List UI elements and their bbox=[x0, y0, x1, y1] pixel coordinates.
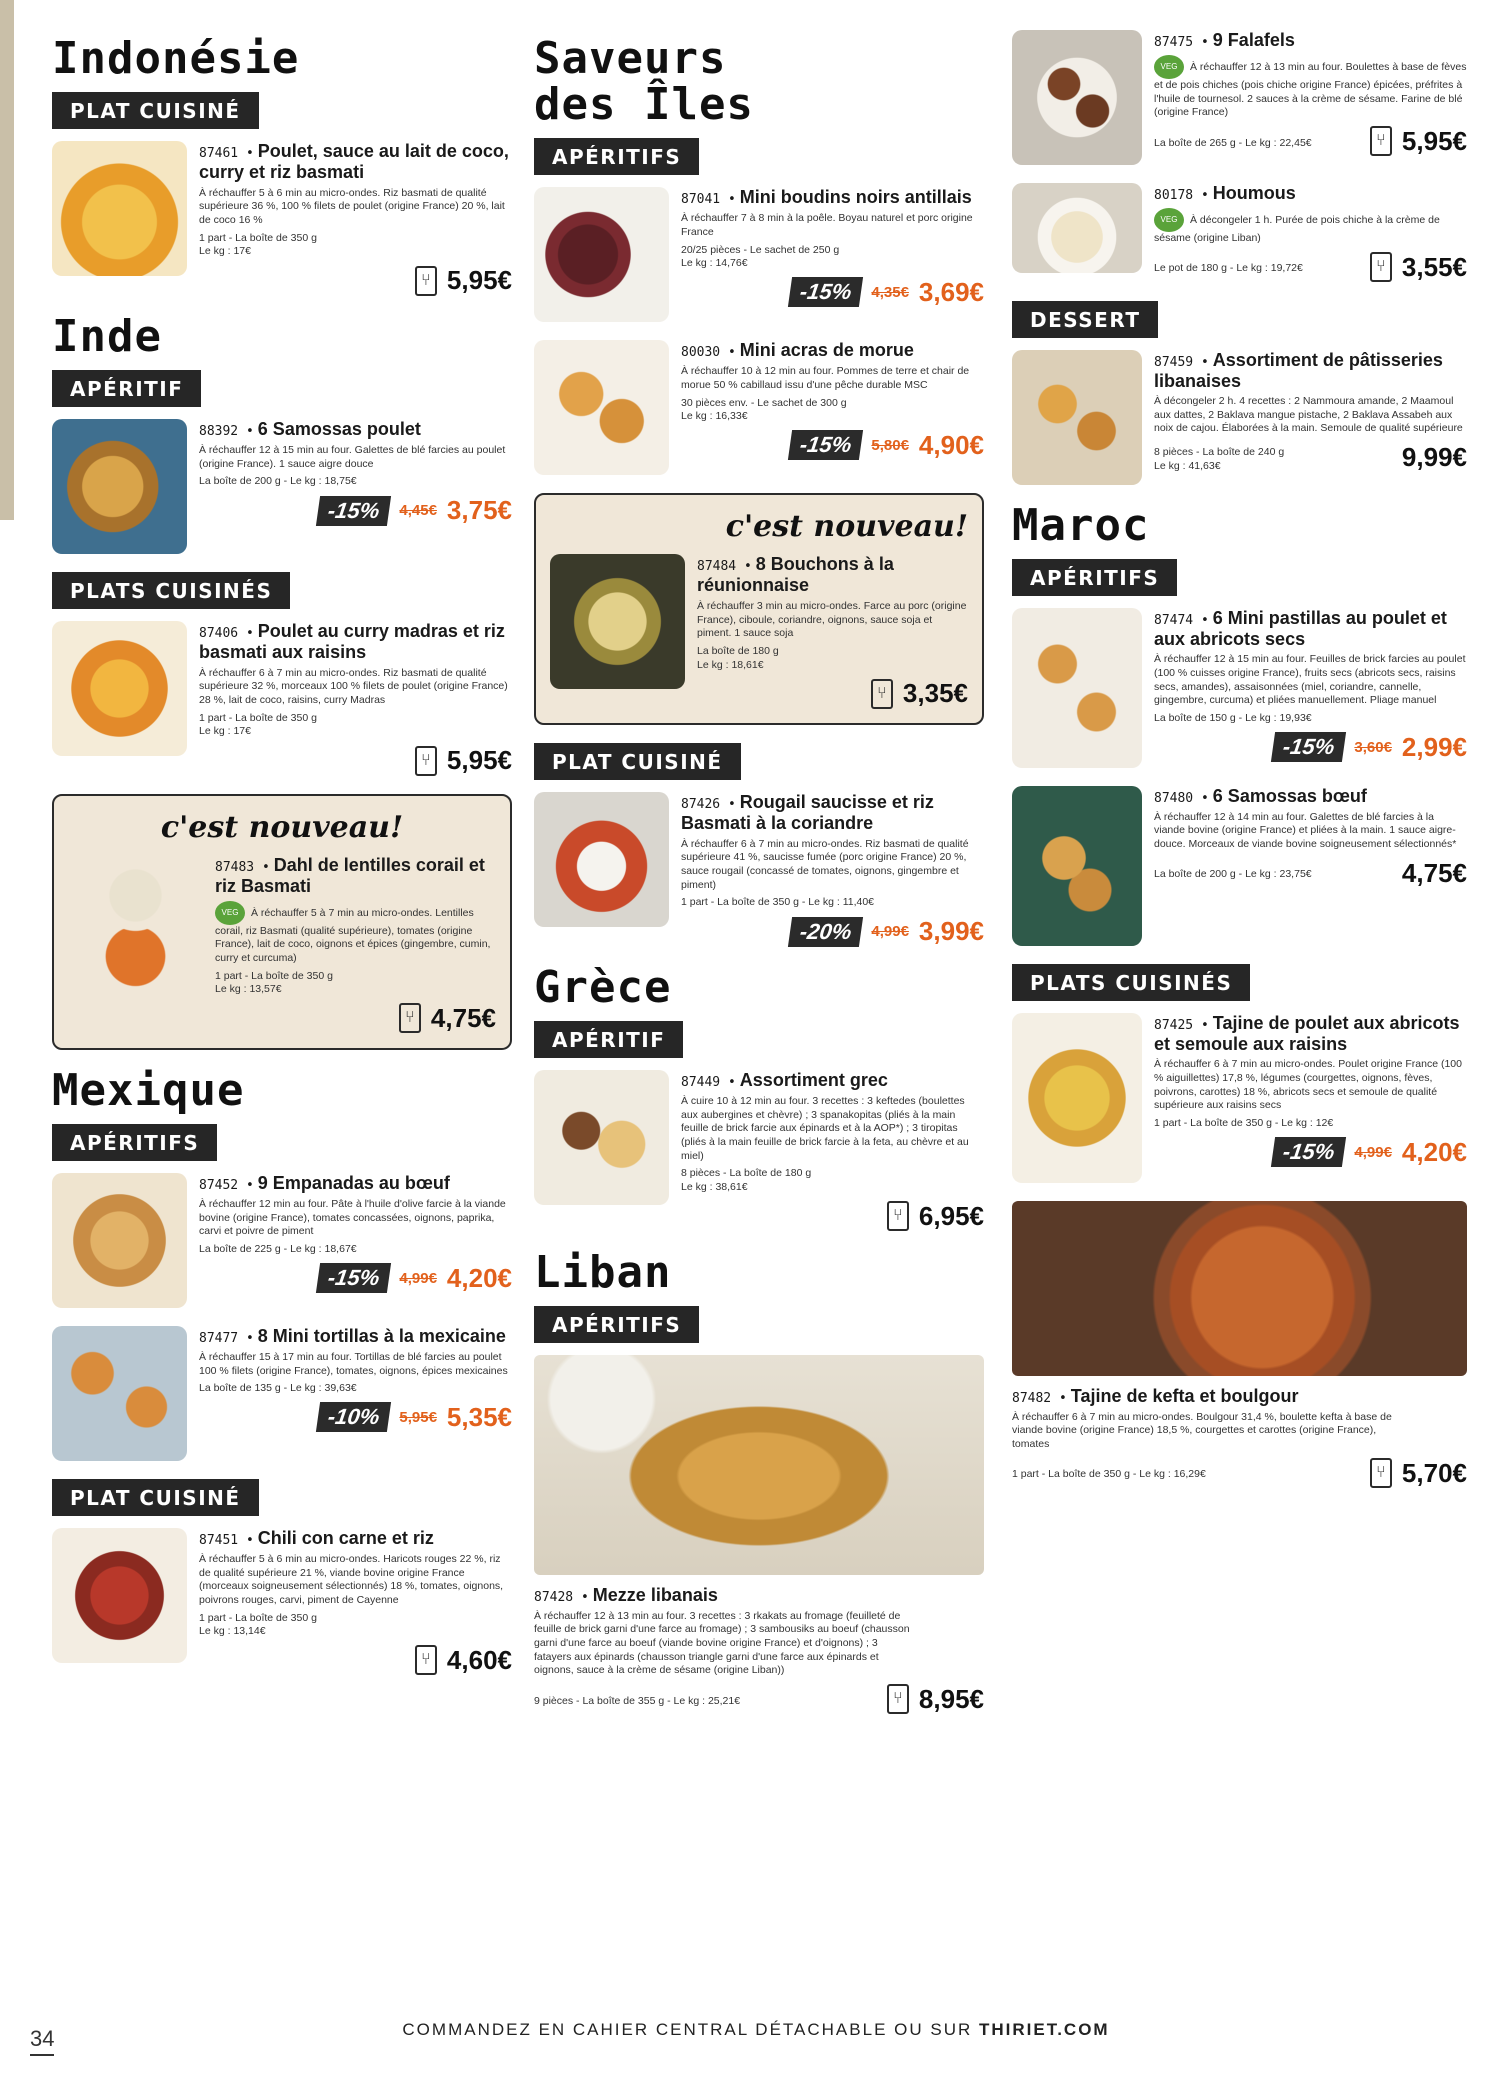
product-image bbox=[52, 141, 187, 276]
product-price: 3,35€ bbox=[902, 678, 968, 709]
category-label: DESSERT bbox=[1012, 301, 1158, 338]
fork-icon: ⑂ bbox=[887, 1201, 909, 1231]
discount-badge: -15% bbox=[316, 496, 392, 526]
product-image bbox=[1012, 350, 1142, 485]
vegetarian-logo-icon: VEG bbox=[1154, 208, 1184, 232]
product-card[interactable] bbox=[534, 340, 984, 475]
product-price: 4,20€ bbox=[1401, 1136, 1467, 1167]
product-image-large bbox=[534, 1355, 984, 1575]
product-title: 87484 • 8 Bouchons à la réunionnaise bbox=[697, 554, 894, 596]
product-price: 5,95€ bbox=[446, 745, 512, 776]
column-left bbox=[52, 30, 512, 1694]
category-label: APÉRITIFS bbox=[534, 138, 699, 175]
product-weight: 1 part - La boîte de 350 g Le kg : 13,57€ bbox=[215, 969, 333, 996]
product-weight: La boîte de 180 g Le kg : 18,61€ bbox=[697, 644, 779, 671]
product-title: 80178 • Houmous bbox=[1154, 183, 1296, 203]
product-description: À réchauffer 12 min au four. Pâte à l'huile d'olive farcie à la viande bovine (origine France), tomates concassées, oignons, paprika, carvi et poivre de piment bbox=[199, 1197, 506, 1238]
product-ref: 87474 • bbox=[1154, 612, 1209, 628]
product-title: 87452 • 9 Empanadas au bœuf bbox=[199, 1173, 450, 1194]
product-description: À cuire 10 à 12 min au four. 3 recettes : 3 keftedes (boulettes aux aubergines et chèvre) ; 3 spanakopitas (pliés à la main feuille de brick farcie aux épinards et à la AOP*) ; 3 tiropitas (pliés à la main feuille de brick farcie à la feta, au chèvre et au miel) bbox=[681, 1095, 969, 1162]
product-image bbox=[534, 340, 669, 475]
fork-icon: ⑂ bbox=[887, 1684, 909, 1714]
product-title: 87428 • Mezze libanais bbox=[534, 1584, 718, 1605]
category-label: PLAT CUISINÉ bbox=[52, 1479, 259, 1516]
fork-icon: ⑂ bbox=[399, 1003, 421, 1033]
product-image bbox=[52, 419, 187, 554]
product-price: 5,95€ bbox=[446, 265, 512, 296]
product-weight: 8 pièces - La boîte de 180 g Le kg : 38,61€ bbox=[681, 1167, 812, 1193]
product-weight: La boîte de 135 g - Le kg : 39,63€ bbox=[199, 1382, 357, 1395]
product-title: 87474 • 6 Mini pastillas au poulet et aux abricots secs bbox=[1154, 607, 1447, 649]
product-price: 3,69€ bbox=[918, 276, 984, 307]
category-label: APÉRITIFS bbox=[52, 1124, 217, 1161]
product-description: VEG À réchauffer 5 à 7 min au micro-ondes. Lentilles corail, riz Basmati (qualité supérieure), tomates (origine France), lait de coco, oignons et épices (gingembre, cumin, curry et curcuma) bbox=[215, 901, 496, 966]
product-weight: 1 part - La boîte de 350 g Le kg : 17€ bbox=[199, 231, 317, 258]
product-title: 87425 • Tajine de poulet aux abricots et semoule aux raisins bbox=[1154, 1012, 1460, 1054]
product-description: À réchauffer 3 min au micro-ondes. Farce au porc (origine France), ciboule, coriandre, oignons, sauce soja et piment. 1 sauce soja bbox=[697, 600, 967, 640]
product-ref: 87480 • bbox=[1154, 790, 1209, 806]
discount-badge: -20% bbox=[788, 917, 864, 947]
column-middle bbox=[534, 30, 984, 1733]
product-ref: 87425 • bbox=[1154, 1017, 1209, 1033]
product-price: 4,60€ bbox=[446, 1644, 512, 1675]
product-card[interactable] bbox=[1012, 1386, 1467, 1489]
category-label: APÉRITIFS bbox=[1012, 559, 1177, 596]
product-card[interactable] bbox=[52, 1326, 512, 1461]
product-description: À réchauffer 5 à 6 min au micro-ondes. Riz basmati de qualité supérieure 36 %, 100 % filets de poulet (origine France) 20 %, lait de coco 16 % bbox=[199, 186, 505, 227]
product-image bbox=[1012, 608, 1142, 768]
product-weight: La boîte de 200 g - Le kg : 23,75€ bbox=[1154, 868, 1312, 881]
product-image bbox=[1012, 183, 1142, 273]
product-description: À décongeler 2 h. 4 recettes : 2 Nammoura amande, 2 Maamoul aux dattes, 2 Baklava mangue pistache, 2 Baklava Assabeh aux noix de cajou. Élaborées à la main. Semoule de qualité supérieure bbox=[1154, 395, 1463, 435]
fork-icon: ⑂ bbox=[871, 679, 893, 709]
product-ref: 87482 • bbox=[1012, 1390, 1067, 1406]
category-label: PLAT CUISINÉ bbox=[534, 743, 741, 780]
product-image-large bbox=[1012, 1201, 1467, 1376]
product-ref: 87459 • bbox=[1154, 354, 1209, 370]
product-description: À réchauffer 12 à 13 min au four. 3 recettes : 3 rkakats au fromage (feuilleté de feuille de brick garni d'une farce au fromage) ; 3 sambousiks au boeuf (chausson garni d'une farce au boeuf (viande bovine origine France) et d'oignons) ; 3 fatayers aux épinards (chausson triangle garni d'une farce aux épinards et oignons, sauce à la crème de sésame (origine Liban)) bbox=[534, 1609, 910, 1677]
product-title: 87041 • Mini boudins noirs antillais bbox=[681, 187, 972, 208]
product-card[interactable] bbox=[52, 621, 512, 776]
country-heading-mexique: Mexique bbox=[52, 1064, 245, 1116]
product-price: 6,95€ bbox=[918, 1200, 984, 1231]
product-weight: Le pot de 180 g - Le kg : 19,72€ bbox=[1154, 262, 1303, 275]
product-title: 87451 • Chili con carne et riz bbox=[199, 1528, 434, 1549]
country-heading-grece: Grèce bbox=[534, 962, 672, 1014]
product-title: 87459 • Assortiment de pâtisseries libanaises bbox=[1154, 349, 1443, 391]
product-card[interactable] bbox=[1012, 786, 1467, 946]
product-image bbox=[534, 792, 669, 927]
product-card[interactable] bbox=[1012, 608, 1467, 768]
product-price: 5,70€ bbox=[1401, 1457, 1467, 1488]
product-price: 4,20€ bbox=[446, 1262, 512, 1293]
product-description: VEG À décongeler 1 h. Purée de pois chiche à la crème de sésame (origine Liban) bbox=[1154, 208, 1467, 246]
product-image bbox=[1012, 1013, 1142, 1183]
new-product-banner: c'est nouveau! bbox=[725, 509, 968, 545]
footer bbox=[0, 2020, 1512, 2040]
old-price: 4,45€ bbox=[399, 502, 437, 520]
product-weight: 1 part - La boîte de 350 g - Le kg : 11,40€ bbox=[681, 896, 875, 909]
product-description: VEG À réchauffer 12 à 13 min au four. Boulettes à base de fèves et de pois chiches (pois chiche origine France) épicées, préfrites à l'huile de tournesol. 2 sauces à la crème de sésame. Farine de blé (origine France) bbox=[1154, 55, 1467, 120]
product-weight: La boîte de 225 g - Le kg : 18,67€ bbox=[199, 1242, 357, 1255]
product-ref: 87483 • bbox=[215, 860, 270, 876]
product-weight: La boîte de 200 g - Le kg : 18,75€ bbox=[199, 475, 357, 488]
fork-icon: ⑂ bbox=[1370, 1458, 1392, 1488]
product-card[interactable] bbox=[52, 419, 512, 554]
product-image bbox=[1012, 786, 1142, 946]
product-card[interactable] bbox=[52, 141, 512, 296]
product-card[interactable] bbox=[534, 187, 984, 322]
product-title: 87426 • Rougail saucisse et riz Basmati à la coriandre bbox=[681, 792, 934, 834]
old-price: 4,99€ bbox=[871, 923, 909, 941]
product-ref: 80178 • bbox=[1154, 188, 1209, 203]
product-card[interactable] bbox=[52, 1173, 512, 1308]
product-title: 80030 • Mini acras de morue bbox=[681, 340, 914, 361]
product-price: 4,90€ bbox=[918, 429, 984, 460]
product-ref: 87041 • bbox=[681, 192, 736, 208]
product-title: 87406 • Poulet au curry madras et riz basmati aux raisins bbox=[199, 621, 505, 663]
fork-icon: ⑂ bbox=[415, 1645, 437, 1675]
product-description: À réchauffer 12 à 14 min au four. Galettes de blé farcies à la viande bovine (origine France) et pliées à la main. 1 sauce aigre-douce. Morceaux de viande bovine soigneusement sélectionnés* bbox=[1154, 810, 1457, 850]
column-right bbox=[1012, 30, 1467, 1507]
product-description: À réchauffer 12 à 15 min au four. Galettes de blé farcies au poulet (origine France). 1 sauce aigre douce bbox=[199, 444, 506, 470]
page-number-divider bbox=[30, 2054, 54, 2056]
product-ref: 87475 • bbox=[1154, 35, 1209, 50]
old-price: 4,35€ bbox=[871, 283, 909, 301]
product-weight: 1 part - La boîte de 350 g Le kg : 13,14€ bbox=[199, 1611, 317, 1638]
product-weight: 8 pièces - La boîte de 240 g Le kg : 41,63€ bbox=[1154, 446, 1285, 472]
discount-badge: -15% bbox=[788, 430, 864, 460]
product-card[interactable] bbox=[534, 1585, 984, 1715]
product-weight: La boîte de 265 g - Le kg : 22,45€ bbox=[1154, 136, 1312, 149]
product-ref: 87449 • bbox=[681, 1075, 736, 1091]
product-price: 5,35€ bbox=[446, 1401, 512, 1432]
page-number: 34 bbox=[30, 2026, 55, 2051]
product-image bbox=[534, 1070, 669, 1205]
category-label: PLAT CUISINÉ bbox=[52, 92, 259, 129]
footer-text: COMMANDEZ EN CAHIER CENTRAL DÉTACHABLE OU SUR bbox=[402, 2020, 979, 2039]
category-label: APÉRITIF bbox=[534, 1021, 683, 1058]
fork-icon: ⑂ bbox=[415, 746, 437, 776]
product-ref: 80030 • bbox=[681, 345, 736, 361]
product-card[interactable] bbox=[1012, 30, 1467, 165]
old-price: 4,99€ bbox=[399, 1269, 437, 1287]
product-weight: 1 part - La boîte de 350 g - Le kg : 16,29€ bbox=[1012, 1468, 1206, 1481]
country-heading-maroc: Maroc bbox=[1012, 499, 1150, 551]
product-description: À réchauffer 12 à 15 min au four. Feuilles de brick farcies au poulet (100 % cuisses origine France), fruits secs (abricots secs, raisins secs, amandes), assaisonnées (miel, coriandre, cannelle, gingembre, curcuma) et pliées manuellement. Pliage manuel bbox=[1154, 653, 1466, 707]
category-label: PLATS CUISINÉS bbox=[1012, 964, 1250, 1001]
product-ref: 87477 • bbox=[199, 1331, 254, 1347]
product-ref: 87461 • bbox=[199, 146, 254, 162]
product-price: 8,95€ bbox=[918, 1683, 984, 1714]
product-card[interactable] bbox=[1012, 350, 1467, 485]
product-price: 3,75€ bbox=[446, 495, 512, 526]
discount-badge: -15% bbox=[316, 1263, 392, 1293]
category-label: APÉRITIFS bbox=[534, 1306, 699, 1343]
product-description: À réchauffer 6 à 7 min au micro-ondes. Poulet origine France (100 % aiguillettes) 17,8 %, légumes (courgettes, oignons, fèves, poivrons, carottes) 18 %, abricots secs et semoule de qualité supérieure aux raisins secs bbox=[1154, 1058, 1462, 1112]
discount-badge: -10% bbox=[316, 1402, 392, 1432]
product-card[interactable] bbox=[1012, 183, 1467, 283]
product-description: À réchauffer 6 à 7 min au micro-ondes. Boulgour 31,4 %, boulette kefta à base de viande bovine (origine France) 18,5 %, courgettes et carottes (origine France), tomates bbox=[1012, 1410, 1392, 1450]
product-price: 3,99€ bbox=[918, 916, 984, 947]
category-label: APÉRITIF bbox=[52, 370, 201, 407]
product-image bbox=[550, 554, 685, 689]
product-description: À réchauffer 7 à 8 min à la poêle. Boyau naturel et porc origine France bbox=[681, 212, 973, 238]
product-description: À réchauffer 15 à 17 min au four. Tortillas de blé farcies au poulet 100 % filets (origine France), tomates, oignons, épices mexicaines bbox=[199, 1350, 508, 1377]
country-heading-iles: Saveurs des Îles bbox=[534, 33, 754, 131]
product-description: À réchauffer 6 à 7 min au micro-ondes. Riz basmati de qualité supérieure 32 %, morceaux 100 % filets de poulet (origine France) 28 %, lait de coco, raisins, curry Madras bbox=[199, 666, 508, 707]
product-weight: 30 pièces env. - Le sachet de 300 g Le kg : 16,33€ bbox=[681, 396, 847, 423]
product-image bbox=[52, 1326, 187, 1461]
product-price: 3,55€ bbox=[1401, 251, 1467, 282]
old-price: 5,95€ bbox=[399, 1408, 437, 1426]
product-price: 2,99€ bbox=[1401, 731, 1467, 762]
product-image bbox=[52, 621, 187, 756]
vegetarian-logo-icon: VEG bbox=[1154, 55, 1184, 79]
product-title: 87477 • 8 Mini tortillas à la mexicaine bbox=[199, 1326, 506, 1347]
discount-badge: -15% bbox=[788, 277, 864, 307]
product-card[interactable] bbox=[534, 792, 984, 947]
new-product-box[interactable] bbox=[534, 493, 984, 725]
country-heading-inde: Inde bbox=[52, 311, 162, 363]
vegetarian-logo-icon: VEG bbox=[215, 901, 245, 925]
product-price: 9,99€ bbox=[1401, 442, 1467, 473]
new-product-box[interactable] bbox=[52, 794, 512, 1050]
product-title: 87483 • Dahl de lentilles corail et riz Basmati bbox=[215, 855, 485, 896]
product-ref: 88392 • bbox=[199, 424, 254, 440]
product-description: À réchauffer 5 à 6 min au micro-ondes. Haricots rouges 22 %, riz de qualité supérieure 21 %, viande bovine origine France (morceaux soigneusement sélectionnés) 18 %, tomates, oignons, poivrons rouges, carvi, piment de Cayenne bbox=[199, 1552, 504, 1606]
product-title: 87482 • Tajine de kefta et boulgour bbox=[1012, 1385, 1299, 1406]
footer-link[interactable]: THIRIET.COM bbox=[978, 2020, 1110, 2039]
binding-strip bbox=[0, 0, 14, 520]
product-ref: 87451 • bbox=[199, 1533, 254, 1549]
product-weight: 1 part - La boîte de 350 g Le kg : 17€ bbox=[199, 711, 317, 738]
product-description: À réchauffer 6 à 7 min au micro-ondes. Riz basmati de qualité supérieure 41 %, saucisse fumée (porc origine France) 20 %, sauce rougail (concassé de tomates, oignons, gingembre et piment) bbox=[681, 837, 969, 891]
product-card[interactable] bbox=[52, 1528, 512, 1676]
new-product-banner: c'est nouveau! bbox=[160, 810, 404, 846]
product-price: 4,75€ bbox=[1401, 857, 1467, 888]
product-title: 87449 • Assortiment grec bbox=[681, 1070, 888, 1091]
fork-icon: ⑂ bbox=[1370, 126, 1392, 156]
category-label: PLATS CUISINÉS bbox=[52, 572, 290, 609]
product-image bbox=[68, 855, 203, 990]
product-price: 4,75€ bbox=[430, 1002, 496, 1033]
product-weight: 9 pièces - La boîte de 355 g - Le kg : 25,21€ bbox=[534, 1694, 741, 1707]
product-card[interactable] bbox=[534, 1070, 984, 1231]
fork-icon: ⑂ bbox=[1370, 252, 1392, 282]
product-title: 87480 • 6 Samossas bœuf bbox=[1154, 785, 1367, 806]
fork-icon: ⑂ bbox=[415, 266, 437, 296]
old-price: 5,80€ bbox=[871, 436, 909, 454]
product-image bbox=[1012, 30, 1142, 165]
product-title: 88392 • 6 Samossas poulet bbox=[199, 419, 421, 440]
country-heading-liban: Liban bbox=[534, 1246, 672, 1298]
product-ref: 87452 • bbox=[199, 1178, 254, 1194]
product-weight: 20/25 pièces - Le sachet de 250 g Le kg : 14,76€ bbox=[681, 243, 840, 270]
product-title: 87461 • Poulet, sauce au lait de coco, curry et riz basmati bbox=[199, 141, 509, 183]
discount-badge: -15% bbox=[1271, 732, 1347, 762]
product-image bbox=[52, 1528, 187, 1663]
country-heading-indonesie: Indonésie bbox=[52, 33, 300, 84]
product-card[interactable] bbox=[1012, 1013, 1467, 1183]
product-ref: 87428 • bbox=[534, 1589, 589, 1605]
product-image bbox=[52, 1173, 187, 1308]
product-ref: 87426 • bbox=[681, 797, 736, 813]
product-weight: La boîte de 150 g - Le kg : 19,93€ bbox=[1154, 711, 1312, 724]
old-price: 3,60€ bbox=[1354, 738, 1392, 756]
product-title: 87475 • 9 Falafels bbox=[1154, 30, 1295, 50]
product-weight: 1 part - La boîte de 350 g - Le kg : 12€ bbox=[1154, 1116, 1334, 1129]
old-price: 4,99€ bbox=[1354, 1143, 1392, 1161]
discount-badge: -15% bbox=[1271, 1137, 1347, 1167]
product-description: À réchauffer 10 à 12 min au four. Pommes de terre et chair de morue 50 % cabillaud issu d'une pêche durable MSC bbox=[681, 365, 970, 391]
product-ref: 87484 • bbox=[697, 559, 752, 575]
product-image bbox=[534, 187, 669, 322]
product-ref: 87406 • bbox=[199, 626, 254, 642]
product-price: 5,95€ bbox=[1401, 125, 1467, 156]
